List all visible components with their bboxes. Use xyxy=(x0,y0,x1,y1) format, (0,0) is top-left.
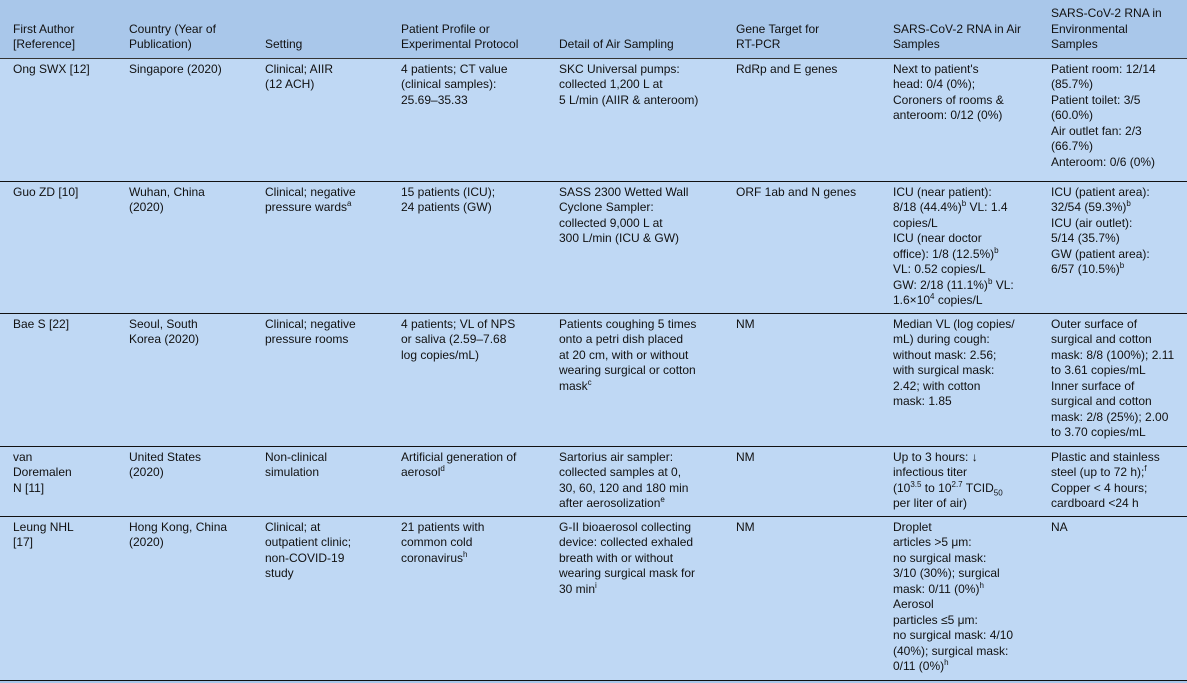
cell-text: per liter of air) xyxy=(893,496,968,510)
cell-text: G-II bioaerosol collecting device: collected exhaled breath with or without wearing surgical mask for 30 min xyxy=(559,519,696,596)
cell-text: ICU (patient area): 32/54 (59.3%) xyxy=(1051,184,1150,214)
footnote-marker: b xyxy=(1119,261,1125,270)
cell-sampling: SKC Universal pumps: collected 1,200 L at 5 L/min (AIIR & anteroom) xyxy=(546,58,723,181)
cell-text: Patients coughing 5 times onto a petri dish placed at 20 cm, with or without wearing surgical or cotton mask xyxy=(559,316,697,393)
cell-text: Up to 3 hours: ↓ infectious titer (10 xyxy=(893,449,978,495)
cell-setting: Non-clinical simulation xyxy=(252,446,388,516)
cell-text: Artificial generation of aerosol xyxy=(401,449,517,479)
table-row xyxy=(0,58,1187,181)
exponent: 2.7 xyxy=(951,479,963,489)
cell-sampling xyxy=(546,446,723,516)
footnote-marker: h xyxy=(979,580,984,590)
cell-env xyxy=(1038,181,1187,313)
cell-author: van Doremalen N [11] xyxy=(0,446,116,516)
cell-text: VL: 1.4 copies/L ICU (near doctor office): 1/8 (12.5%) xyxy=(893,200,1008,261)
cell-text: to 10 xyxy=(921,480,952,495)
cell-env: Outer surface of surgical and cotton mask: 8/8 (100%); 2.11 to 3.61 copies/mL Inner surface of surgical and cotton mask: 2/8 (25%); 2.00 to 3.70 copies/mL xyxy=(1038,313,1187,446)
cell-text: TCID xyxy=(962,480,994,495)
footnote-marker: b xyxy=(1126,199,1131,208)
footnote-marker: b xyxy=(987,276,993,286)
header-air-sampling: Detail of Air Sampling xyxy=(546,0,723,58)
header-rna-environment: SARS-CoV-2 RNA in Environmental Samples xyxy=(1038,0,1187,58)
footnote-marker: i xyxy=(595,580,597,590)
cell-profile xyxy=(388,446,546,516)
footnote-marker: c xyxy=(587,377,592,387)
header-row xyxy=(0,0,1187,58)
table-row xyxy=(0,446,1187,516)
cell-air xyxy=(880,181,1038,313)
exponent: 3.5 xyxy=(910,479,922,489)
cell-sampling xyxy=(546,313,723,446)
cell-air xyxy=(880,516,1038,680)
table-row xyxy=(0,516,1187,680)
cell-env: NA xyxy=(1038,516,1187,680)
header-first-author: First Author [Reference] xyxy=(0,0,116,58)
header-country: Country (Year of Publication) xyxy=(116,0,252,58)
cell-gene: NM xyxy=(723,446,880,516)
cell-author: Bae S [22] xyxy=(0,313,116,446)
cell-setting: Clinical; AIIR (12 ACH) xyxy=(252,58,388,181)
cell-gene: NM xyxy=(723,313,880,446)
footnote-marker: a xyxy=(347,199,352,208)
cell-air: Next to patient's head: 0/4 (0%); Coroners of rooms & anteroom: 0/12 (0%) xyxy=(880,58,1038,181)
cell-author: Leung NHL [17] xyxy=(0,516,116,680)
cell-sampling: SASS 2300 Wetted Wall Cyclone Sampler: collected 9,000 L at 300 L/min (ICU & GW) xyxy=(546,181,723,313)
exponent: 4 xyxy=(930,292,935,301)
footnote-marker: b xyxy=(961,199,967,208)
cell-profile xyxy=(388,516,546,680)
cell-gene: NM xyxy=(723,516,880,680)
footnote-marker: f xyxy=(1144,464,1147,473)
cell-country: Seoul, South Korea (2020) xyxy=(116,313,252,446)
cell-profile: 4 patients; CT value (clinical samples): 25.69–35.33 xyxy=(388,58,546,181)
cell-env xyxy=(1038,446,1187,516)
cell-text: 21 patients with common cold coronavirus xyxy=(401,519,485,565)
cell-country: United States (2020) xyxy=(116,446,252,516)
cell-text: VL: 0.52 copies/L GW: 2/18 (11.1%) xyxy=(893,262,988,292)
cell-text: Copper < 4 hours; cardboard <24 h xyxy=(1051,480,1148,510)
cell-country: Singapore (2020) xyxy=(116,58,252,181)
cell-text: ICU (air outlet): 5/14 (35.7%) GW (patient area): 6/57 (10.5%) xyxy=(1051,215,1150,276)
footnote-marker: h xyxy=(944,658,949,667)
subscript: 50 xyxy=(993,487,1003,497)
cell-text: Sartorius air sampler: collected samples at 0, 30, 60, 120 and 180 min after aerosolization xyxy=(559,449,689,510)
cell-setting: Clinical; at outpatient clinic; non-COVID-19 study xyxy=(252,516,388,680)
footnote-marker: e xyxy=(660,495,665,504)
cell-air: Median VL (log copies/ mL) during cough: without mask: 2.56; with surgical mask: 2.42; with cotton mask: 1.85 xyxy=(880,313,1038,446)
cell-env: Patient room: 12/14 (85.7%) Patient toilet: 3/5 (60.0%) Air outlet fan: 2/3 (66.7%) Anteroom: 0/6 (0%) xyxy=(1038,58,1187,181)
cell-text: Droplet articles >5 μm: no surgical mask: 3/10 (30%); surgical mask: 0/11 (0%) xyxy=(893,519,1000,596)
cell-setting xyxy=(252,181,388,313)
cell-text: copies/L xyxy=(934,293,983,307)
cell-author: Ong SWX [12] xyxy=(0,58,116,181)
header-gene-target: Gene Target for RT-PCR xyxy=(723,0,880,58)
cell-text: Plastic and stainless steel (up to 72 h); xyxy=(1051,449,1160,479)
cell-text: VL: 1.6×10 xyxy=(893,277,1014,307)
cell-gene: ORF 1ab and N genes xyxy=(723,181,880,313)
header-patient-profile: Patient Profile or Experimental Protocol xyxy=(388,0,546,58)
cell-air xyxy=(880,446,1038,516)
cell-profile: 4 patients; VL of NPS or saliva (2.59–7.68 log copies/mL) xyxy=(388,313,546,446)
footnote-marker: b xyxy=(994,245,999,255)
footnote-marker: h xyxy=(463,549,468,559)
cell-text: ICU (near patient): 8/18 (44.4%) xyxy=(893,184,992,214)
cell-text: Clinical; negative pressure wards xyxy=(265,184,356,214)
footnote-marker: d xyxy=(440,464,445,473)
table-row xyxy=(0,181,1187,313)
cell-text: Aerosol particles ≤5 μm: no surgical mask: 4/10 (40%); surgical mask: 0/11 (0%) xyxy=(893,597,1014,673)
cell-profile: 15 patients (ICU); 24 patients (GW) xyxy=(388,181,546,313)
cell-gene: RdRp and E genes xyxy=(723,58,880,181)
cell-sampling xyxy=(546,516,723,680)
header-setting: Setting xyxy=(252,0,388,58)
cell-setting: Clinical; negative pressure rooms xyxy=(252,313,388,446)
table-row xyxy=(0,313,1187,446)
cell-country: Hong Kong, China (2020) xyxy=(116,516,252,680)
header-rna-air: SARS-CoV-2 RNA in Air Samples xyxy=(880,0,1038,58)
cell-country: Wuhan, China (2020) xyxy=(116,181,252,313)
cell-author: Guo ZD [10] xyxy=(0,181,116,313)
